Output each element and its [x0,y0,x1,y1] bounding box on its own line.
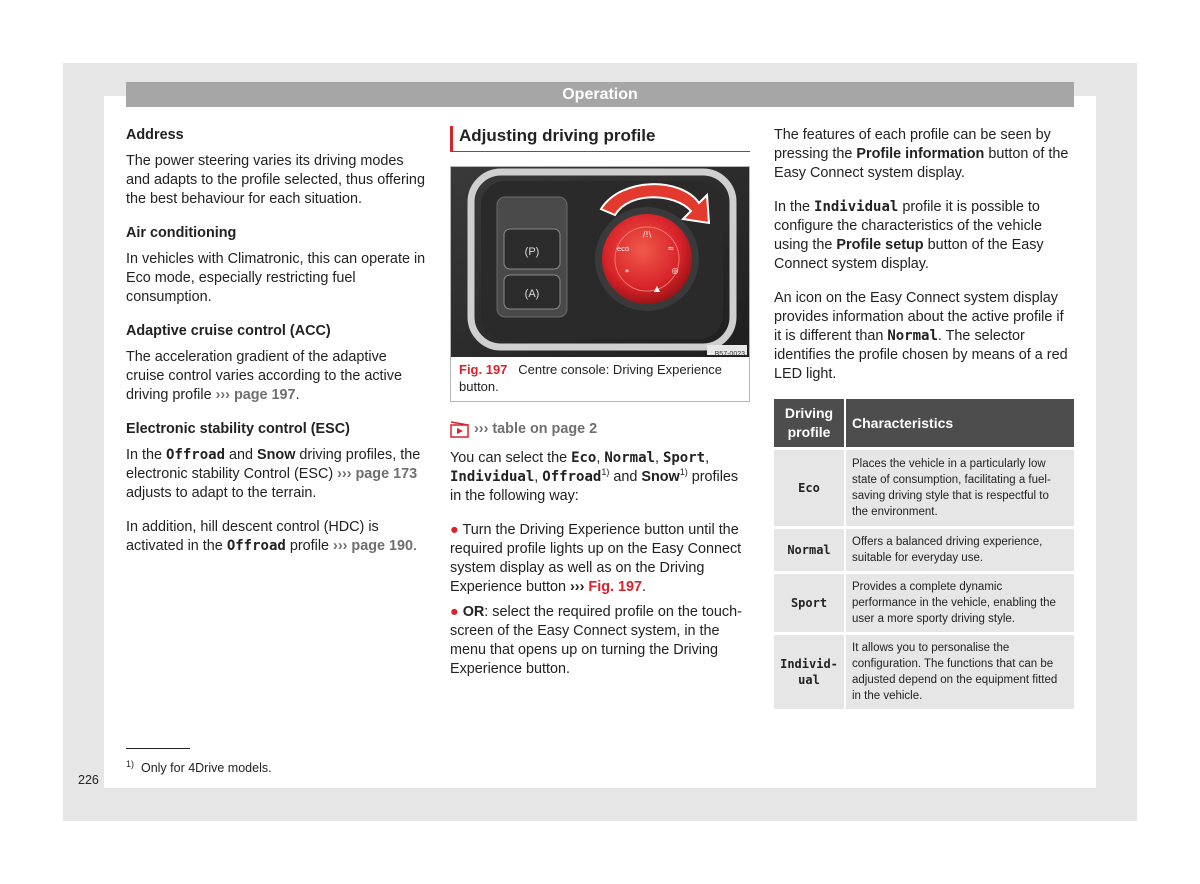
bullet-icon: ● [450,604,459,620]
footnote-text: Only for 4Drive models. [140,761,272,775]
profile-normal: Normal [604,450,655,466]
profile-cell: Individ-ual [774,635,846,709]
svg-text:≈: ≈ [667,244,675,253]
figure-caption-text: Centre console: Driving Experience button. [459,362,723,394]
svg-text:(P): (P) [524,246,540,258]
hdc-offroad-label: Offroad [226,538,286,554]
footnote [126,760,272,776]
p2-individual: Individual [814,199,899,215]
esc-heading: Electronic stability control (ESC) [126,421,350,437]
intro-text-a: You can select the [450,450,568,466]
hdc-text [126,518,426,556]
figure-caption [451,357,749,399]
column-right [774,126,1074,712]
chapter-header: Operation [126,82,1074,107]
active-profile-icon-text [774,289,1074,384]
characteristics-cell: Places the vehicle in a particularly low state of consumption, facilitating a fuel-saving driving style that is respectful to the environment. [846,450,1074,526]
air-conditioning-heading: Air conditioning [126,225,237,241]
p2-text-c: button of the Easy Connect system display. [774,237,1044,272]
table-row [774,635,1074,709]
svg-text:*: * [625,268,629,277]
acc-heading: Adaptive cruise control (ACC) [126,323,331,339]
column-left [126,126,426,571]
individual-profile-text [774,198,1074,274]
column-header-characteristics: Characteristics [846,399,1074,447]
instruction-step-1: ● Turn the Driving Experience button until the required profile lights up on the Easy Connect system display as well as on the Driving Experience button ››› Fig. 197. [450,522,742,595]
svg-text:eco: eco [616,245,630,253]
hdc-page-link[interactable]: ››› page 190 [333,538,414,554]
characteristics-cell: It allows you to personalise the configuration. The functions that can be adjusted depend on the equipment fitted in the vehicle. [846,635,1074,709]
fig-197-link[interactable]: Fig. 197 [588,579,642,595]
esc-text-a: In the [126,447,163,463]
figure-code: B57-0023 [714,351,745,358]
profile-information-button-label: Profile information [856,146,985,162]
hdc-text-c: . [413,538,418,554]
profile-sport: Sport [662,450,706,466]
esc-page-link[interactable]: ››› page 173 [337,466,418,482]
footnote-rule [126,748,190,749]
hdc-text-b: profile [289,538,330,554]
profile-info-text [774,126,1074,183]
table-header-row [774,399,1074,447]
footnote-mark-offroad: 1) [601,467,610,478]
figure-197 [450,166,750,402]
profiles-table [774,396,1074,712]
p2-text-a: In the [774,199,811,215]
air-conditioning-text: In vehicles with Climatronic, this can operate in Eco mode, especially restricting fuel consumption. [126,251,426,305]
intro-text-b: profiles in the following way: [450,469,739,504]
esc-snow-label: Snow [257,447,296,463]
step-2-text: : select the required profile on the touch-screen of the Easy Connect system, in the menu that opens up on turning the Driving Experience button. [450,604,742,677]
video-book-icon [450,421,470,439]
characteristics-cell: Offers a balanced driving experience, suitable for everyday use. [846,529,1074,571]
footnote-mark: 1) [126,758,135,769]
step-1-arrow: ››› [570,579,585,595]
svg-text:◎: ◎ [671,266,679,275]
acc-page-link[interactable]: ››› page 197 [215,387,296,403]
section-title: Adjusting driving profile [450,126,750,152]
esc-text [126,446,426,503]
footnote-mark-snow: 1) [679,467,688,478]
step-2-or: OR [462,604,485,620]
profile-individual: Individual [450,469,535,485]
profile-cell: Sport [774,574,846,632]
bullet-icon: ● [450,522,459,538]
profile-eco: Eco [571,450,597,466]
profile-cell: Eco [774,450,846,526]
page-number: 226 [78,773,99,787]
acc-text: The acceleration gradient of the adaptive cruise control varies according to the active driving profile ››› page 197. [126,349,402,403]
table-row [774,574,1074,632]
intro-text: You can select the Eco, Normal, Sport, Individual, Offroad$^{1)}$ and Snow$^{1)}$ profiles in the following way: [450,450,739,504]
p3-text-b: . The selector identifies the profile chosen by means of a red LED light. [774,328,1068,382]
step-1-text: Turn the Driving Experience button until the required profile lights up on the Easy Connect system display as well as on the Driving Experience button [450,522,742,595]
hdc-text-a: In addition, hill descent control (HDC) is activated in the [126,519,379,554]
table-row [774,450,1074,526]
svg-text:(A): (A) [524,288,540,300]
figure-label: Fig. 197 [459,362,508,377]
column-header-profile: Driving profile [774,399,846,447]
profile-snow: Snow [641,469,680,485]
p1-text-a: The features of each profile can be seen by pressing the [774,127,1051,162]
esc-text-c: driving profiles, the electronic stability Control (ESC) [126,447,421,482]
svg-text:/!\: /!\ [642,230,652,239]
esc-offroad-label: Offroad [166,447,226,463]
svg-text:▲: ▲ [653,284,661,293]
address-heading: Address [126,127,184,143]
table-row [774,529,1074,571]
intro-and: and [613,469,638,485]
esc-text-d: adjusts to adapt to the terrain. [126,485,317,501]
p2-text-b: profile it is possible to configure the characteristics of the vehicle using the [774,199,1042,253]
acc-text-body: The acceleration gradient of the adaptive cruise control varies according to the active driving profile [126,349,402,403]
address-text: The power steering varies its driving modes and adapts to the profile selected, thus offering the best behaviour for each situation. [126,153,425,207]
esc-text-b: and [229,447,254,463]
p1-text-b: button of the Easy Connect system display. [774,146,1069,181]
table-reference[interactable] [450,420,750,439]
profile-offroad: Offroad [542,469,602,485]
p3-normal: Normal [887,328,938,344]
p3-text-a: An icon on the Easy Connect system display provides information about the active profile if it is different than [774,290,1064,344]
centre-console-illustration [451,167,749,357]
profile-setup-button-label: Profile setup [836,237,924,253]
table-reference-link[interactable]: ››› table on page 2 [474,421,598,437]
column-middle [450,126,750,685]
characteristics-cell: Provides a complete dynamic performance in the vehicle, enabling the user a more sporty driving style. [846,574,1074,632]
profile-cell: Normal [774,529,846,571]
instruction-step-2 [450,603,750,679]
